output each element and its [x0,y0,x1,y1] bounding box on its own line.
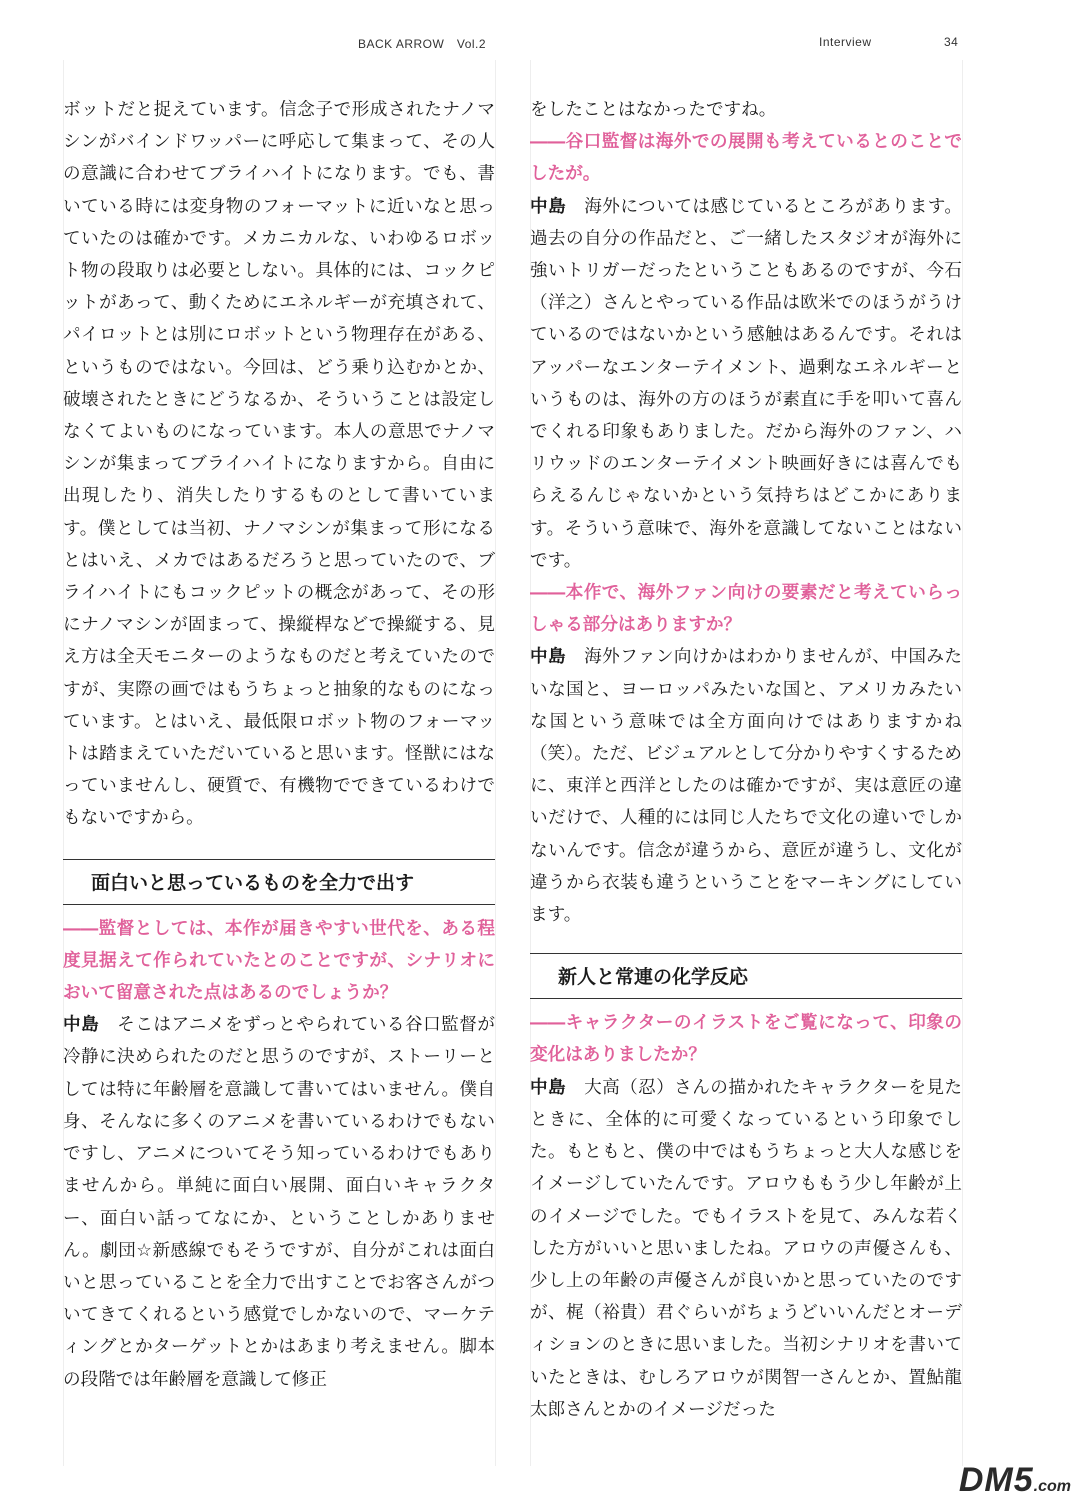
section-heading: 面白いと思っているものを全力で出す [63,859,495,905]
interview-answer [63,1009,495,1395]
interview-question: ――本作で、海外ファン向けの要素だと考えていらっしゃる部分はありますか？ [530,582,962,636]
answer-text: 海外ファン向けかはわかりませんが、中国みたいな国と、ヨーロッパみたいな国と、アメリカみたいな国という意味では全方面向けではありますかね（笑）。ただ、ビジュアルとして分かりやすくするために、東洋と西洋としたのは確かですが、実は意匠の違いだけで、人種的には同じ人たちで文化の違いでしかないんです。信念が違うから、意匠が違うし、文化が違うから衣装も違うということをマーキングにしています。 [530,647,962,926]
answer-text: 大高（忍）さんの描かれたキャラクターを見たときに、全体的に可愛くなっているという印象でした。もともと、僕の中ではもうちょっと大人な感じをイメージしていたんです。アロウももう少し年齢が上のイメージでした。でもイラストを見て、みんな若くした方がいいと思いましたね。アロウの声優さんも、少し上の年齢の声優さんが良いかと思っていたのですが、梶（裕貴）君ぐらいがちょうどいいんだとオーディションのときに思いました。当初シナリオを書いていたときは、むしろアロウが関智一さんとか、置鮎龍太郎さんとかのイメージだった [530,1077,962,1420]
continued-paragraph: をしたことはなかったですね。 [530,100,777,120]
header-section-label: Interview [819,35,872,49]
watermark-logo [959,1461,1071,1500]
right-column [530,94,962,1426]
speaker-name: 中島 [530,1077,567,1098]
speaker-name: 中島 [63,1015,100,1036]
interview-answer [530,191,962,577]
interview-question: ――谷口監督は海外での展開も考えているとのことでしたが。 [530,131,962,185]
interview-question: ――キャラクターのイラストをご覧になって、印象の変化はありましたか？ [530,1012,962,1066]
interview-answer [530,1072,962,1426]
intro-paragraph: ボットだと捉えています。信念子で形成されたナノマシンがバインドワッパーに呼応して集まって、その人の意識に合わせてブライハイトになります。でも、書いている時には変身物のフォーマットに近いなと思っていたのは確かです。メカニカルな、いわゆるロボット物の段取りは必要としない。具体的には、コックピットがあって、動くためにエネルギーが充填されて、パイロットとは別にロボットという物理存在がある、というものではない。今回は、どう乗り込むかとか、破壊されたときにどうなるか、そういうことは設定しなくてよいものになっています。本人の意思でナノマシンが集まってブライハイトになりますから。自由に出現したり、消失したりするものとして書いています。僕としては当初、ナノマシンが集まって形になるとはいえ、メカではあるだろうと思っていたので、ブライハイトにもコックピットの概念があって、その形にナノマシンが固まって、操縦桿などで操縦する、見え方は全天モニターのようなものだと考えていたのですが、実際の画ではもうちょっと抽象的なものになっています。とはいえ、最低限ロボット物のフォーマットは踏まえていただいていると思います。怪獣にはなっていませんし、硬質で、有機物でできているわけでもないですから。 [63,100,495,829]
interview-answer [530,641,962,931]
answer-text: 海外については感じているところがあります。過去の自分の作品だと、ご一緒したスタジオが海外に強いトリガーだったということもあるのですが、今石（洋之）さんとやっている作品は欧米でのほうがうけているのではないかという感触はあるんです。それはアッパーなエンターテイメント、過剰なエネルギーというものは、海外の方のほうが素直に手を叩いて喜んでくれる印象もありました。だから海外のファン、ハリウッドのエンターテイメント映画好きには喜んでもらえるんじゃないかという気持ちはどこかにあります。そういう意味で、海外を意識してないことはないです。 [530,196,962,571]
interview-question: ――監督としては、本作が届きやすい世代を、ある程度見据えて作られていたとのことですが、シナリオにおいて留意された点はあるのでしょうか？ [63,917,495,1004]
watermark-suffix: .com [1033,1478,1071,1495]
left-column [63,94,495,1396]
page-number: 34 [944,35,959,49]
watermark-brand: DM5 [958,1461,1034,1499]
header-magazine-title: BACK ARROW Vol.2 [358,37,487,51]
answer-text: そこはアニメをずっとやられている谷口監督が冷静に決められたのだと思うのですが、ストーリーとしては特に年齢層を意識して書いてはいません。僕自身、そんなに多くのアニメを書いているわけでもないですし、アニメについてそう知っているわけでもありませんから。単純に面白い展開、面白いキャラクター、面白い話ってなにか、ということしかありません。劇団☆新感線でもそうですが、自分がこれは面白いと思っていることを全力で出すことでお客さんがついてきてくれるという感覚でしかないので、マーケティングとかターゲットとかはあまり考えません。脚本の段階では年齢層を意識して修正 [63,1015,495,1390]
section-heading: 新人と常連の化学反応 [530,953,962,999]
speaker-name: 中島 [530,196,567,217]
speaker-name: 中島 [530,647,567,668]
